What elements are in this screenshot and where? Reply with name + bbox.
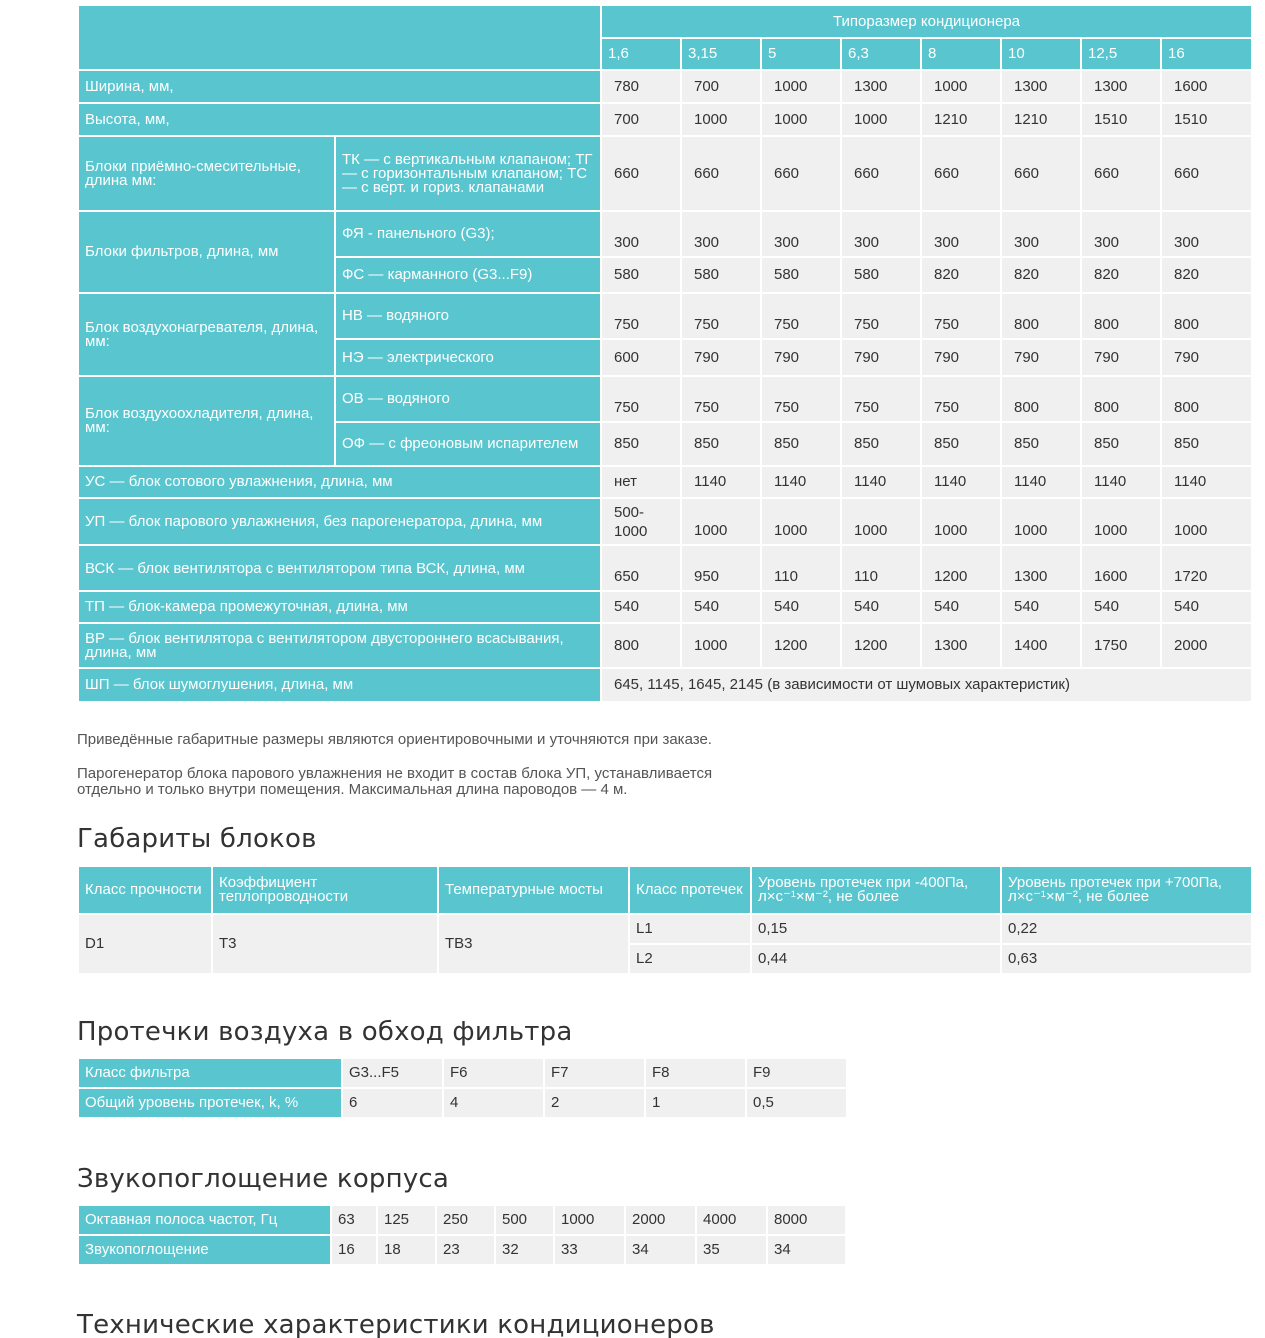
row-width <box>78 70 1252 103</box>
cell: 300 <box>1161 211 1252 257</box>
cell: 1000 <box>554 1205 625 1235</box>
cell: 125 <box>377 1205 436 1235</box>
cell: 580 <box>601 257 681 293</box>
cell: 1140 <box>761 466 841 498</box>
row-us <box>78 466 1252 498</box>
cell: 1000 <box>841 103 921 136</box>
row-label: ВР — блок вентилятора с вентилятором двустороннего всасывания, длина, мм <box>78 623 601 668</box>
cell: 790 <box>1001 339 1081 376</box>
row-sublabel: НЭ — электрического <box>335 339 601 376</box>
col-header: Коэффициент теплопроводности <box>212 866 438 914</box>
cell: 35 <box>696 1235 767 1265</box>
cell: 540 <box>601 591 681 623</box>
cell: 850 <box>1001 422 1081 466</box>
cell: 660 <box>1001 136 1081 211</box>
cell: 820 <box>1001 257 1081 293</box>
cell: 750 <box>601 376 681 422</box>
row-vr <box>78 623 1252 668</box>
note-steam-line1: Парогенератор блока парового увлажнения не входит в состав блока УП, устанавливается <box>77 765 713 782</box>
cell: 750 <box>921 376 1001 422</box>
cell: 1140 <box>681 466 761 498</box>
cell: 1200 <box>761 623 841 668</box>
cell: 580 <box>681 257 761 293</box>
cell: 16 <box>331 1235 377 1265</box>
table-row <box>78 1088 847 1118</box>
cell: 0,22 <box>1001 914 1252 944</box>
size-header: 16 <box>1161 38 1252 70</box>
cell: 850 <box>761 422 841 466</box>
cell: 800 <box>1001 376 1081 422</box>
row-label: Блок воздухоохладителя, длина, мм: <box>78 376 335 466</box>
cell: 300 <box>761 211 841 257</box>
cell: 750 <box>921 293 1001 339</box>
cell: 110 <box>841 545 921 591</box>
cell: 750 <box>841 376 921 422</box>
cell: 250 <box>436 1205 495 1235</box>
cell: 1600 <box>1161 70 1252 103</box>
row-label: Звукопоглощение <box>78 1235 331 1265</box>
gabarity-table <box>77 865 1253 975</box>
cell: F9 <box>746 1058 847 1088</box>
cell: 540 <box>1161 591 1252 623</box>
cell: 750 <box>841 293 921 339</box>
cell: 820 <box>1081 257 1161 293</box>
cell: 1 <box>645 1088 746 1118</box>
size-header: 10 <box>1001 38 1081 70</box>
row-sublabel: ФЯ - панельного (G3); <box>335 211 601 257</box>
cell: 540 <box>681 591 761 623</box>
cell: T3 <box>212 914 438 974</box>
cell: 540 <box>1081 591 1161 623</box>
cell: 850 <box>1161 422 1252 466</box>
cell: 4000 <box>696 1205 767 1235</box>
cell: 1140 <box>921 466 1001 498</box>
cell: 750 <box>761 376 841 422</box>
cell: 1000 <box>681 623 761 668</box>
cell: 1200 <box>841 623 921 668</box>
cell: 1750 <box>1081 623 1161 668</box>
size-header: 8 <box>921 38 1001 70</box>
cell: 1510 <box>1081 103 1161 136</box>
col-header: Уровень протечек при +700Па, л×с⁻¹×м⁻², не более <box>1001 866 1252 914</box>
cell: 850 <box>841 422 921 466</box>
cell: 1210 <box>921 103 1001 136</box>
cell: 1300 <box>1001 70 1081 103</box>
row-label: Ширина, мм, <box>78 70 601 103</box>
cell: 660 <box>1161 136 1252 211</box>
col-header: Класс прочности <box>78 866 212 914</box>
row-label: Блоки приёмно-смесительные, длина мм: <box>78 136 335 211</box>
cell: 850 <box>1081 422 1161 466</box>
cell: TB3 <box>438 914 629 974</box>
cell: 300 <box>601 211 681 257</box>
cell: D1 <box>78 914 212 974</box>
size-header: 5 <box>761 38 841 70</box>
cell: 34 <box>625 1235 696 1265</box>
leaks-table <box>77 1057 848 1119</box>
cell: 645, 1145, 1645, 2145 (в зависимости от шумовых характеристик) <box>601 668 1252 702</box>
cell: 600 <box>601 339 681 376</box>
cell: 1140 <box>841 466 921 498</box>
cell: 33 <box>554 1235 625 1265</box>
cell: L1 <box>629 914 751 944</box>
section-title-sound: Звукопоглощение корпуса <box>77 1164 450 1194</box>
cell: 2000 <box>1161 623 1252 668</box>
cell: 540 <box>761 591 841 623</box>
row-filters-1 <box>78 211 1252 257</box>
cell: 700 <box>681 70 761 103</box>
row-height <box>78 103 1252 136</box>
section-title-tech: Технические характеристики кондиционеров <box>77 1310 715 1338</box>
table-row <box>78 1058 847 1088</box>
cell: 1600 <box>1081 545 1161 591</box>
cell: 750 <box>601 293 681 339</box>
table-row <box>78 1235 846 1265</box>
col-header: Класс протечек <box>629 866 751 914</box>
row-sublabel: НВ — водяного <box>335 293 601 339</box>
cell: 660 <box>681 136 761 211</box>
note-steam-line2: отдельно и только внутри помещения. Максимальная длина пароводов — 4 м. <box>77 781 628 798</box>
cell: 8000 <box>767 1205 846 1235</box>
row-label: ТП — блок-камера промежуточная, длина, мм <box>78 591 601 623</box>
size-header: 6,3 <box>841 38 921 70</box>
section-title-gabarity: Габариты блоков <box>77 824 317 854</box>
row-label: УС — блок сотового увлажнения, длина, мм <box>78 466 601 498</box>
cell: 1400 <box>1001 623 1081 668</box>
cell: 1510 <box>1161 103 1252 136</box>
cell: 950 <box>681 545 761 591</box>
cell: 18 <box>377 1235 436 1265</box>
row-cooler-1 <box>78 376 1252 422</box>
row-label: Общий уровень протечек, k, % <box>78 1088 342 1118</box>
row-sublabel: ФС — карманного (G3...F9) <box>335 257 601 293</box>
cell: 790 <box>681 339 761 376</box>
cell: 1140 <box>1001 466 1081 498</box>
cell: 850 <box>921 422 1001 466</box>
row-label: Класс фильтра <box>78 1058 342 1088</box>
cell: 540 <box>841 591 921 623</box>
size-header: 3,15 <box>681 38 761 70</box>
cell: 660 <box>841 136 921 211</box>
cell: 1000 <box>1161 498 1252 545</box>
cell: 750 <box>681 293 761 339</box>
cell: 1000 <box>921 70 1001 103</box>
cell: 34 <box>767 1235 846 1265</box>
row-label: ВСК — блок вентилятора с вентилятором типа ВСК, длина, мм <box>78 545 601 591</box>
cell: 800 <box>1081 293 1161 339</box>
cell: 1000 <box>761 70 841 103</box>
row-label: Октавная полоса частот, Гц <box>78 1205 331 1235</box>
row-sublabel: ОФ — с фреоновым испарителем <box>335 422 601 466</box>
cell: 1000 <box>841 498 921 545</box>
table-row <box>78 914 1252 944</box>
cell: 540 <box>921 591 1001 623</box>
cell: 800 <box>1161 293 1252 339</box>
cell: F8 <box>645 1058 746 1088</box>
row-heater-1 <box>78 293 1252 339</box>
cell: 820 <box>921 257 1001 293</box>
cell: 300 <box>1081 211 1161 257</box>
cell: 1000 <box>1001 498 1081 545</box>
cell: 580 <box>761 257 841 293</box>
cell: 63 <box>331 1205 377 1235</box>
row-vsk <box>78 545 1252 591</box>
row-label: ШП — блок шумоглушения, длина, мм <box>78 668 601 702</box>
sound-table <box>77 1204 847 1266</box>
row-sublabel: ТК — с вертикальным клапаном; ТГ — с горизонтальным клапаном; ТС — с верт. и гориз. клапанами <box>335 136 601 211</box>
cell: 800 <box>1001 293 1081 339</box>
cell: нет <box>601 466 681 498</box>
cell: 580 <box>841 257 921 293</box>
row-tp <box>78 591 1252 623</box>
header-blank <box>78 5 601 70</box>
cell: 1300 <box>921 623 1001 668</box>
dimensions-table <box>77 4 1253 703</box>
cell: 790 <box>761 339 841 376</box>
cell: 1000 <box>1081 498 1161 545</box>
cell: 1000 <box>681 103 761 136</box>
cell: 0,15 <box>751 914 1001 944</box>
cell: 660 <box>1081 136 1161 211</box>
section-title-leaks: Протечки воздуха в обход фильтра <box>77 1017 573 1047</box>
cell: 1000 <box>761 498 841 545</box>
cell: 2000 <box>625 1205 696 1235</box>
table-row <box>78 1205 846 1235</box>
cell: 0,5 <box>746 1088 847 1118</box>
cell: F6 <box>443 1058 544 1088</box>
cell: 4 <box>443 1088 544 1118</box>
cell: 500-1000 <box>601 498 681 545</box>
cell: 32 <box>495 1235 554 1265</box>
cell: L2 <box>629 944 751 974</box>
row-mixing <box>78 136 1252 211</box>
row-sublabel: ОВ — водяного <box>335 376 601 422</box>
cell: 1300 <box>1081 70 1161 103</box>
size-header: 12,5 <box>1081 38 1161 70</box>
row-label: УП — блок парового увлажнения, без парогенератора, длина, мм <box>78 498 601 545</box>
cell: 0,44 <box>751 944 1001 974</box>
cell: 6 <box>342 1088 443 1118</box>
cell: 700 <box>601 103 681 136</box>
cell: 790 <box>841 339 921 376</box>
cell: 1000 <box>681 498 761 545</box>
cell: 660 <box>601 136 681 211</box>
cell: 1000 <box>761 103 841 136</box>
cell: 750 <box>761 293 841 339</box>
cell: 1000 <box>921 498 1001 545</box>
cell: 780 <box>601 70 681 103</box>
cell: 790 <box>1081 339 1161 376</box>
col-header: Уровень протечек при -400Па, л×с⁻¹×м⁻², не более <box>751 866 1001 914</box>
cell: 1300 <box>1001 545 1081 591</box>
row-up <box>78 498 1252 545</box>
row-label: Блок воздухонагревателя, длина, мм: <box>78 293 335 376</box>
cell: 1720 <box>1161 545 1252 591</box>
cell: 110 <box>761 545 841 591</box>
row-label: Блоки фильтров, длина, мм <box>78 211 335 293</box>
cell: F7 <box>544 1058 645 1088</box>
cell: 800 <box>601 623 681 668</box>
cell: 1200 <box>921 545 1001 591</box>
cell: 500 <box>495 1205 554 1235</box>
cell: 850 <box>601 422 681 466</box>
cell: 300 <box>841 211 921 257</box>
cell: 850 <box>681 422 761 466</box>
cell: 1140 <box>1161 466 1252 498</box>
cell: 750 <box>681 376 761 422</box>
cell: G3...F5 <box>342 1058 443 1088</box>
row-shp <box>78 668 1252 702</box>
col-header: Температурные мосты <box>438 866 629 914</box>
cell: 23 <box>436 1235 495 1265</box>
cell: 650 <box>601 545 681 591</box>
cell: 540 <box>1001 591 1081 623</box>
cell: 300 <box>681 211 761 257</box>
cell: 1210 <box>1001 103 1081 136</box>
cell: 1300 <box>841 70 921 103</box>
header-title: Типоразмер кондиционера <box>601 5 1252 38</box>
cell: 790 <box>921 339 1001 376</box>
cell: 800 <box>1081 376 1161 422</box>
row-label: Высота, мм, <box>78 103 601 136</box>
cell: 800 <box>1161 376 1252 422</box>
cell: 660 <box>921 136 1001 211</box>
cell: 790 <box>1161 339 1252 376</box>
cell: 820 <box>1161 257 1252 293</box>
cell: 1140 <box>1081 466 1161 498</box>
note-approx: Приведённые габаритные размеры являются ориентировочными и уточняются при заказе. <box>77 731 712 748</box>
cell: 300 <box>1001 211 1081 257</box>
cell: 2 <box>544 1088 645 1118</box>
size-header: 1,6 <box>601 38 681 70</box>
cell: 0,63 <box>1001 944 1252 974</box>
cell: 300 <box>921 211 1001 257</box>
dimensions-table-wrap <box>77 4 1251 703</box>
cell: 660 <box>761 136 841 211</box>
